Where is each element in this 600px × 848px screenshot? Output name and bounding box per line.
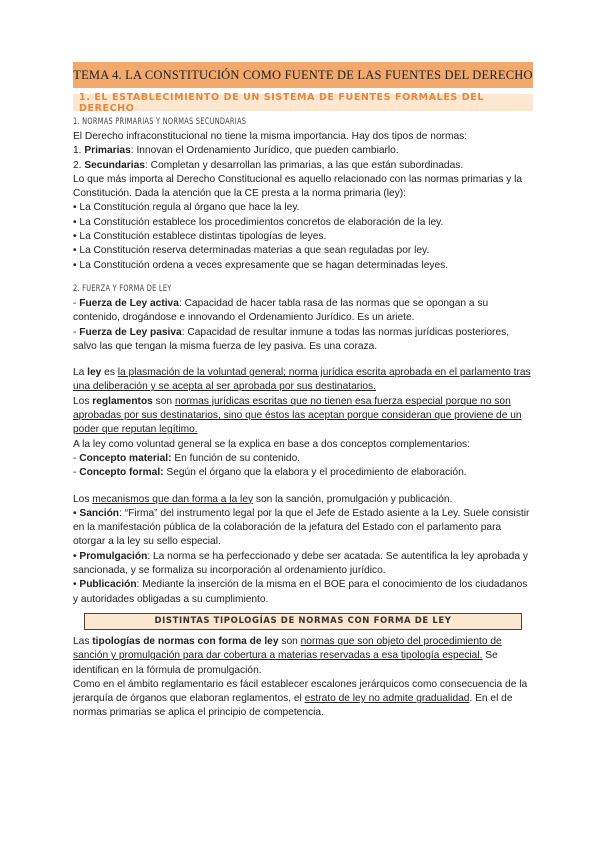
box-heading-tipologias: DISTINTAS TIPOLOGÍAS DE NORMAS CON FORMA DE LEY [84,613,522,630]
list-item: • La Constitución establece distintas tipologías de leyes. [73,231,327,243]
paragraph-mecanismos: Los mecanismos que dan forma a la ley son la sanción, promulgación y publicación. [73,493,453,505]
list-item: • La Constitución ordena a veces expresamente que se hagan determinadas leyes. [73,259,449,271]
subheading-fuerza: 2. FUERZA Y FORMA DE LEY [73,283,172,294]
document-page [73,62,533,721]
paragraph-ley: La ley es la plasmación de la voluntad general; norma jurídica escrita aprobada en el parlamento tras una deliberación y se acepta al ser aprobada por sus destinatarios. [73,367,531,393]
list-item-sancion: • Sanción: “Firma” del instrumento legal por la que el Jefe de Estado asiente a la Ley. Suele consistir en la manifestación pública de la colaboración de la jefatura del Estado con el parlamento para otorgar a la ley su sello especial. [73,507,530,548]
section-heading-1: 1. EL ESTABLECIMIENTO DE UN SISTEMA DE FUENTES FORMALES DEL DERECHO [73,94,533,111]
list-item: • La Constitución establece los procedimientos concretos de elaboración de la ley. [73,216,444,228]
paragraph-concepto-material: - Concepto material: En función de su contenido. [73,452,301,464]
list-item-publicacion: • Publicación: Mediante la inserción de la misma en el BOE para el conocimiento de los ciudadanos y autoridades obligadas a su cumplimiento. [73,579,528,605]
list-item-promulgacion: • Promulgación: La norma se ha perfeccionado y debe ser acatada. Se autentifica la ley aprobada y sancionada, y se formaliza su incorporación al ordenamiento jurídico. [73,550,528,577]
subheading-normas: 1. NORMAS PRIMARIAS Y NORMAS SECUNDARIAS [73,117,247,127]
paragraph-fuerza-activa: - Fuerza de Ley activa: Capacidad de hacer tabla rasa de las normas que se opongan a su contenido, drogándose e innovando el Ordenamiento Jurídico. Es un ariete. [73,297,489,324]
paragraph-reglamentos: Los reglamentos son normas jurídicas escritas que no tienen esa fuerza especial porque no son aprobadas por sus destinatarios, sino que éstos las aceptan porque consideran que proviene de un poder que reputan legítimo. [73,395,522,436]
paragraph-secundarias: 2. Secundarias: Completan y desarrollan las primarias, a las que están subordinadas. [73,159,464,171]
paragraph-primarias: 1. Primarias: Innovan el Ordenamiento Jurídico, que pueden cambiarlo. [73,145,399,157]
paragraph-ambito: Como en el ámbito reglamentario es fácil establecer escalones jerárquicos como consecuencia de la jerarquía de órganos que elaboran reglamentos, el estrato de ley no admite gradualidad. En el de normas primarias se aplica el principio de competencia. [73,678,528,719]
document-title: TEMA 4. LA CONSTITUCIÓN COMO FUENTE DE LAS FUENTES DEL DERECHO [73,62,533,88]
paragraph: A la ley como voluntad general se la explica en base a dos conceptos complementarios: [73,438,470,450]
paragraph-tipologias: Las tipologías de normas con forma de ley son normas que son objeto del procedimiento de sanción y promulgación para dar cobertura a materias reservadas a esa tipología especial. Se identifican en la fórmula de promulgación. [73,635,502,676]
list-item: • La Constitución reserva determinadas materias a que sean reguladas por ley. [73,245,430,257]
paragraph: Lo que más importa al Derecho Constitucional es aquello relacionado con las normas primarias y la Constitución. Dada la atención que la CE presta a la norma primaria (ley): [73,173,523,200]
list-item: • La Constitución regula al órgano que hace la ley. [73,202,300,214]
paragraph: El Derecho infraconstitucional no tiene la misma importancia. Hay dos tipos de normas: [73,131,468,142]
paragraph-fuerza-pasiva: - Fuerza de Ley pasiva: Capacidad de resultar inmune a todas las normas jurídicas posteriores, salvo las que tengan la misma fuerza de ley pasiva. Es una coraza. [73,326,510,352]
paragraph-concepto-formal: - Concepto formal: Según el órgano que la elabora y el procedimiento de elaboración. [73,467,467,479]
